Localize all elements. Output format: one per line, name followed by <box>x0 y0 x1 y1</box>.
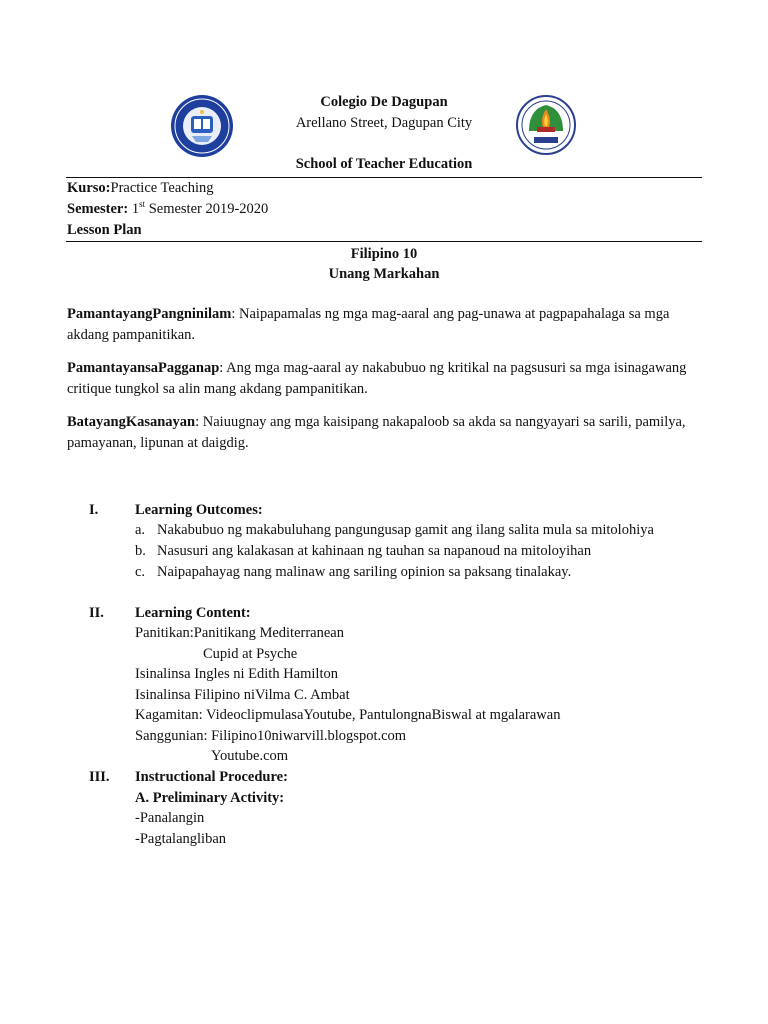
department-name: School of Teacher Education <box>295 156 473 172</box>
outcome-text: Naipapahayag nang malinaw ang sariling opinion sa paksang tinalakay. <box>157 564 572 580</box>
content-standard-text: : Naipapamalas ng mga mag-aaral ang pag-unawa at pagpapahalaga sa mga akdang pampanitikan. <box>67 306 670 343</box>
section-3-numeral: III. <box>89 769 110 785</box>
semester-line <box>67 200 268 218</box>
lesson-plan-label: Lesson Plan <box>67 222 142 238</box>
section-3-title: Instructional Procedure: <box>135 769 288 785</box>
section-1-title: Learning Outcomes: <box>135 502 263 518</box>
core-competency-label: BatayangKasanayan <box>67 414 196 430</box>
outcome-text: Nakabubuo ng makabuluhang pangungusap gamit ang ilang salita mula sa mitolohiya <box>157 522 654 538</box>
content-line: Panitikan:Panitikang Mediterranean <box>135 625 344 641</box>
semester-ordinal: st <box>139 199 146 210</box>
section-2-numeral: II. <box>89 605 104 621</box>
performance-standard <box>67 358 703 399</box>
outcome-item <box>135 542 591 560</box>
core-competency <box>67 412 703 453</box>
school-name: Colegio De Dagupan <box>320 94 448 110</box>
section-1-numeral: I. <box>89 502 99 518</box>
activity-line: -Panalangin <box>135 810 205 826</box>
kurso-line <box>67 179 214 197</box>
kurso-label: Kurso: <box>67 180 111 196</box>
performance-standard-label: PamantayansaPagganap <box>67 360 220 376</box>
semester-label: Semester: <box>67 201 129 217</box>
content-line: Cupid at Psyche <box>203 646 298 662</box>
outcome-letter: a. <box>135 522 146 538</box>
subject-title: Filipino 10 <box>350 246 418 262</box>
content-standard <box>67 304 703 345</box>
quarter-title: Unang Markahan <box>328 266 440 282</box>
outcome-letter: b. <box>135 543 146 559</box>
outcome-letter: c. <box>135 564 146 580</box>
outcome-item <box>135 563 571 581</box>
outcome-item <box>135 521 654 539</box>
info-divider <box>66 241 702 242</box>
school-address: Arellano Street, Dagupan City <box>295 115 473 131</box>
performance-standard-text: : Ang mga mag-aaral ay nakabubuo ng kritikal na pagsusuri sa mga isinagawang critique tungkol sa alin mang akdang pampanitikan. <box>67 360 687 397</box>
section-2-title: Learning Content: <box>135 605 251 621</box>
content-line: Youtube.com <box>211 748 289 764</box>
activity-line: -Pagtalangliban <box>135 831 227 847</box>
semester-number: 1 <box>131 201 140 217</box>
header-divider <box>66 177 702 178</box>
content-standard-label: PamantayangPangninilam <box>67 306 232 322</box>
content-line: Sanggunian: Filipino10niwarvill.blogspot.com <box>135 728 407 744</box>
outcome-text: Nasusuri ang kalakasan at kahinaan ng tauhan sa napanoud na mitoloyihan <box>157 543 592 559</box>
core-competency-text: : Naiuugnay ang mga kaisipang nakapaloob sa akda sa nangyayari sa sarili, pamilya, pamayanan, lipunan at daigdig. <box>67 414 686 451</box>
content-line: Kagamitan: VideoclipmulasaYoutube, PantulongnaBiswal at mgalarawan <box>135 707 561 723</box>
content-line: Isinalinsa Filipino niVilma C. Ambat <box>135 687 350 703</box>
kurso-value: Practice Teaching <box>110 180 214 196</box>
semester-value: Semester 2019-2020 <box>145 201 269 217</box>
section-3-subtitle: A. Preliminary Activity: <box>135 790 285 806</box>
content-line: Isinalinsa Ingles ni Edith Hamilton <box>135 666 338 682</box>
